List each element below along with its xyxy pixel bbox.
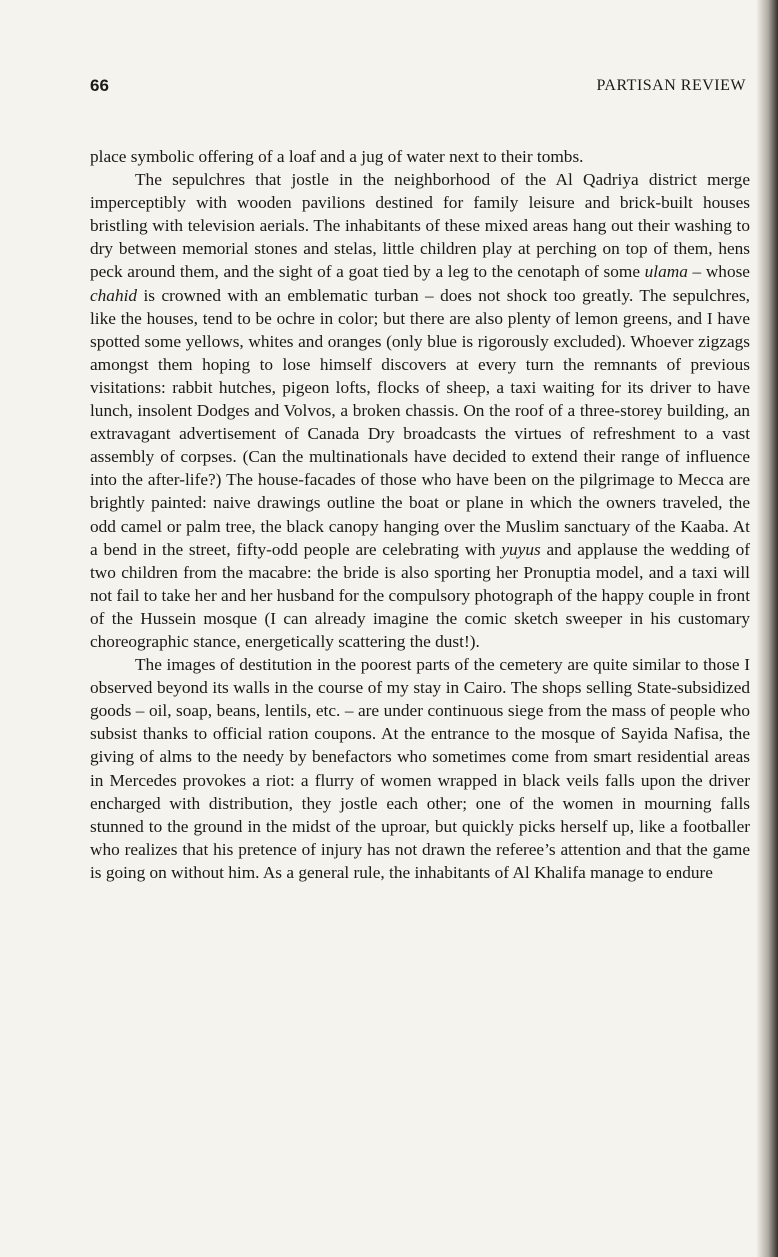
- page-header: [90, 76, 746, 98]
- italic-term: yuyus: [501, 539, 541, 559]
- paragraph-text: and applause the wedding of two children from the macabre: the bride is also sporting her Pronuptia model, and a taxi will not fail to take her and her husband for the compulsory photograph of the happy couple in front of the Hussein mosque (I can already imagine the comic sketch sweeper in his customary choreographic stance, energetically scattering the dust!).: [90, 539, 750, 651]
- paragraph-text: The images of destitution in the poorest parts of the cemetery are quite similar to those I observed beyond its walls in the course of my stay in Cairo. The shops selling State-subsidized goods – oil, soap, beans, lentils, etc. – are under continuous siege from the mass of people who subsist thanks to official ration coupons. At the entrance to the mosque of Sayida Nafisa, the giving of alms to the needy by benefactors who sometimes come from smart residential areas in Mercedes provokes a riot: a flurry of women wrapped in black veils falls upon the driver encharged with distribution, they jostle each other; one of the women in mourning falls stunned to the ground in the midst of the uproar, but quickly picks herself up, like a footballer who realizes that his pretence of injury has not drawn the referee’s attention and that the game is going on without him. As a general rule, the inhabitants of Al Khalifa manage to endure: [90, 655, 750, 882]
- italic-term: ulama: [644, 262, 688, 282]
- page-gutter-shadow: [756, 0, 778, 1257]
- paragraph-text: is crowned with an emblematic turban – does not shock too greatly. The sepulchres, like the houses, tend to be ochre in color; but there are also plenty of lemon greens, and I have spotted some yellows, whites and oranges (only blue is rigorously excluded). Whoever zigzags amongst them hoping to lose himself discovers at every turn the remnants of previous visitations: rabbit hutches, pigeon lofts, flocks of sheep, a taxi waiting for its driver to have lunch, insolent Dodges and Volvos, a broken chassis. On the roof of a three-storey building, an extravagant advertisement of Canada Dry broadcasts the virtues of refreshment to a vast assembly of corpses. (Can the multinationals have decided to extend their range of influence into the after-life?) The house-facades of those who have been on the pilgrimage to Mecca are brightly painted: naive drawings outline the boat or plane in which the owners traveled, the odd camel or palm tree, the black canopy hanging over the Muslim sanctuary of the Kaaba. At a bend in the street, fifty-odd people are celebrating with: [90, 285, 750, 559]
- paragraph-text: – whose: [687, 262, 750, 282]
- body-text: [90, 145, 750, 884]
- paragraph-text: place symbolic offering of a loaf and a jug of water next to their tombs.: [90, 147, 584, 166]
- running-head: PARTISAN REVIEW: [596, 77, 746, 94]
- page-number: 66: [90, 76, 109, 95]
- italic-term: chahid: [90, 285, 138, 305]
- paragraph-text: The sepulchres that jostle in the neighborhood of the Al Qadriya district merge imperceptibly with wooden pavilions destined for family leisure and brick-built houses bristling with television aerials. The inhabitants of these mixed areas hang out their washing to dry between memorial stones and stelas, little children play at perching on top of them, hens peck around them, and the sight of a goat tied by a leg to the cenotaph of some: [90, 170, 750, 282]
- paragraph: [90, 145, 750, 168]
- paragraph: [90, 653, 750, 884]
- paragraph: [90, 168, 750, 653]
